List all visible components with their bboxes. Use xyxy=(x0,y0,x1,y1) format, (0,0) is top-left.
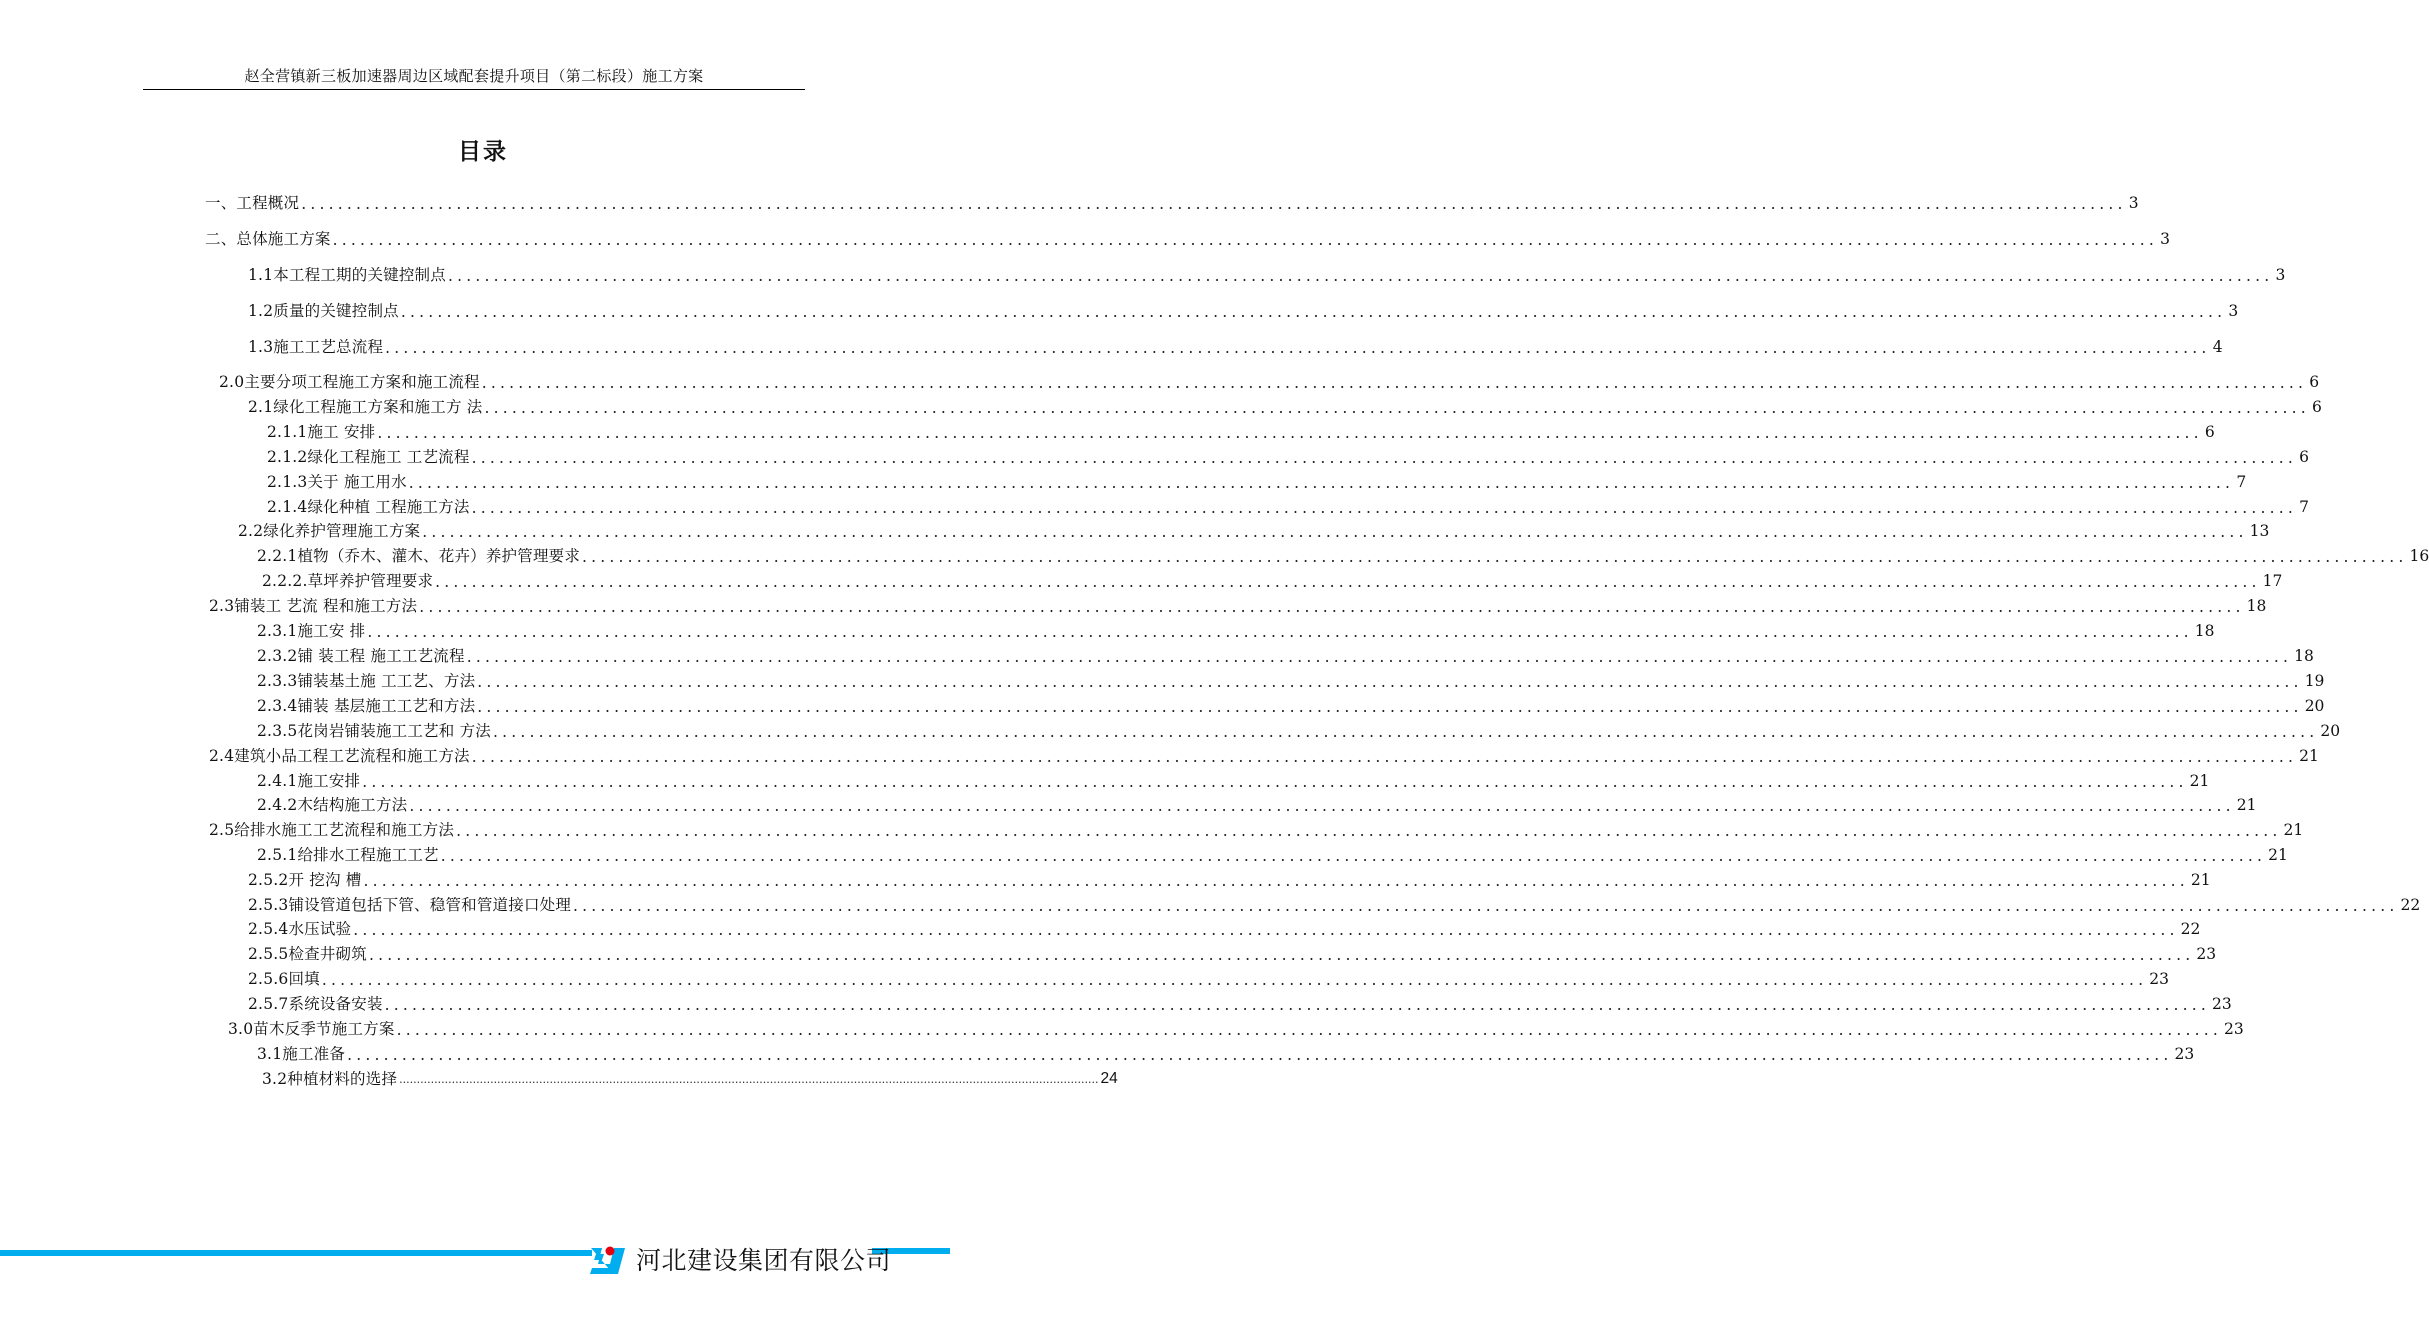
toc-item-page: 23 xyxy=(2223,1020,2244,1038)
toc-leader: ........................................................................................................................................................................................................ xyxy=(456,822,2282,840)
toc-item-text: 2.5.2开 挖沟 槽 xyxy=(248,871,362,889)
toc-item-page: 23 xyxy=(2196,945,2217,963)
toc-item-text: 2.5给排水施工工艺流程和施工方法 xyxy=(209,821,455,839)
toc-item-page: 21 xyxy=(2299,747,2319,765)
toc-item-text: 2.1.3关于 施工用水 xyxy=(267,473,407,491)
toc-item-text: 2.3铺装工 艺流 程和施工方法 xyxy=(209,597,418,615)
toc-item[interactable] xyxy=(238,520,2270,542)
toc-item[interactable] xyxy=(228,1018,2244,1040)
toc-item-page: 7 xyxy=(2299,498,2309,516)
toc-leader: ........................................................................................................................................................................................................ xyxy=(396,1021,2222,1039)
toc-leader: ........................................................................................................................................................................................................ xyxy=(353,921,2179,939)
toc-item[interactable] xyxy=(257,770,2210,792)
toc-leader: ........................................................................................................................................................................................................ xyxy=(400,303,2227,321)
toc-leader: ........................................................................................................................................................................................................ xyxy=(362,773,2188,791)
toc-item[interactable] xyxy=(248,396,2322,418)
toc-item-page: 21 xyxy=(2189,772,2210,790)
toc-item-text: 二、总体施工方案 xyxy=(205,230,331,248)
toc-item[interactable] xyxy=(257,695,2325,717)
toc-item[interactable] xyxy=(248,264,2286,286)
toc-item-page: 3 xyxy=(2160,230,2171,248)
toc-leader: ........................................................................................................................................................................................................ xyxy=(377,424,2203,442)
toc-leader: ........................................................................................................................................................................................................ xyxy=(477,698,2303,716)
toc-item-page: 24 xyxy=(1100,1070,1118,1087)
toc-title: 目录 xyxy=(458,139,508,165)
toc-item[interactable] xyxy=(205,192,2139,214)
toc-item[interactable] xyxy=(257,620,2215,642)
toc-leader: ........................................................................................................................................................................................................ xyxy=(368,946,2195,964)
toc-item-text: 2.3.5花岗岩铺装施工工艺和 方法 xyxy=(257,722,491,740)
toc-leader: ........................................................................................................................................................................................................ xyxy=(481,374,2308,392)
company-name: 河北建设集团有限公司 xyxy=(636,1246,892,1275)
toc-item[interactable] xyxy=(257,670,2325,692)
toc-item-text: 2.2.2.草坪养护管理要求 xyxy=(262,572,434,590)
toc-leader: ........................................................................................................................................................................................................ xyxy=(347,1046,2173,1064)
toc-item[interactable] xyxy=(257,645,2314,667)
toc-leader: ........................................................................................................................................................................................................ xyxy=(471,449,2297,467)
toc-leader: ........................................................................................................................................................................................................ xyxy=(484,399,2310,417)
toc-item-text: 2.5.3铺设管道包括下管、稳管和管道接口处理 xyxy=(248,896,572,914)
toc-item-page: 21 xyxy=(2190,871,2211,889)
toc-item-page: 6 xyxy=(2299,448,2309,466)
toc-leader: ........................................................................................................................................................................................................ xyxy=(582,548,2408,566)
toc-item[interactable] xyxy=(262,1068,1118,1090)
toc-item-page: 21 xyxy=(2268,846,2288,864)
toc-leader: ........................................................................................................................................................................................................ xyxy=(440,847,2267,865)
toc-leader: ........................................................................................................................................................................................................ xyxy=(301,195,2127,213)
toc-item[interactable] xyxy=(267,446,2309,468)
toc-leader: ........................................................................................................................................................................................................ xyxy=(573,897,2399,915)
toc-item-text: 1.1本工程工期的关键控制点 xyxy=(248,266,446,284)
toc-item-page: 18 xyxy=(2194,622,2215,640)
toc-item-text: 1.2质量的关键控制点 xyxy=(248,302,399,320)
toc-item-page: 23 xyxy=(2149,970,2169,988)
running-header: 赵全营镇新三板加速器周边区域配套提升项目（第二标段）施工方案 xyxy=(244,67,704,85)
toc-item-page: 4 xyxy=(2212,338,2223,356)
toc-item[interactable] xyxy=(219,371,2320,393)
toc-item-page: 19 xyxy=(2304,672,2325,690)
toc-item[interactable] xyxy=(257,720,2341,742)
toc-item-page: 23 xyxy=(2174,1045,2195,1063)
toc-item-page: 13 xyxy=(2249,522,2270,540)
toc-item-text: 2.1绿化工程施工方案和施工方 法 xyxy=(248,398,483,416)
toc-item-page: 6 xyxy=(2309,373,2320,391)
toc-item-text: 2.1.2绿化工程施工 工艺流程 xyxy=(267,448,470,466)
toc-item[interactable] xyxy=(267,471,2247,493)
toc-item-text: 一、工程概况 xyxy=(205,194,300,212)
toc-item-page: 22 xyxy=(2180,920,2201,938)
toc-item-text: 2.5.6回填 xyxy=(248,970,320,988)
toc-item-text: 3.2种植材料的选择 xyxy=(262,1070,398,1088)
toc-leader: ........................................................................................................................................................................................................ xyxy=(409,797,2235,815)
toc-item-text: 2.4建筑小品工程工艺流程和施工方法 xyxy=(209,747,470,765)
toc-leader: ........................................................................................................................................................................................................ xyxy=(419,598,2245,616)
toc-leader: ........................................................................................................................................................................................................ xyxy=(471,499,2297,517)
toc-item-text: 3.1施工准备 xyxy=(257,1045,346,1063)
toc-item-text: 1.3施工工艺总流程 xyxy=(248,338,384,356)
toc-item-text: 2.2绿化养护管理施工方案 xyxy=(238,522,421,540)
toc-item-text: 2.0主要分项工程施工方案和施工流程 xyxy=(219,373,480,391)
toc-item[interactable] xyxy=(248,894,2421,916)
toc-item-page: 7 xyxy=(2236,473,2247,491)
toc-item-text: 2.5.7系统设备安装 xyxy=(248,995,383,1013)
footer-band-left xyxy=(0,1250,592,1256)
toc-item-page: 21 xyxy=(2236,796,2257,814)
toc-leader: ........................................................................................................................................................................................................ xyxy=(367,623,2193,641)
toc-item-page: 20 xyxy=(2304,697,2325,715)
hebei-construction-logo-icon xyxy=(588,1242,628,1276)
toc-item-text: 2.5.5检查井砌筑 xyxy=(248,945,367,963)
toc-leader: ........................................................................................................................................................................................................ xyxy=(492,723,2319,741)
toc-item-page: 3 xyxy=(2128,194,2139,212)
toc-item[interactable] xyxy=(248,336,2223,358)
toc-item-text: 2.2.1植物（乔木、灌木、花卉）养护管理要求 xyxy=(257,547,581,565)
toc-item[interactable] xyxy=(248,993,2232,1015)
toc-leader: ........................................................................................................................................................................................................ xyxy=(363,872,2189,890)
toc-item-page: 6 xyxy=(2204,423,2215,441)
toc-item[interactable] xyxy=(267,496,2309,518)
toc-leader: ........................................................................................................................................................................................................ xyxy=(466,648,2293,666)
company-logo xyxy=(588,1241,891,1277)
toc-item[interactable] xyxy=(248,300,2239,322)
toc-item[interactable] xyxy=(248,918,2201,940)
toc-item[interactable] xyxy=(257,844,2288,866)
toc-leader: ........................................................................................................................................................................................................ xyxy=(321,971,2148,989)
toc-item-text: 2.3.4铺装 基层施工工艺和方法 xyxy=(257,697,476,715)
toc-item[interactable] xyxy=(267,421,2215,443)
toc-item-text: 2.3.2铺 装工程 施工工艺流程 xyxy=(257,647,465,665)
toc-item[interactable] xyxy=(209,745,2319,767)
toc-item[interactable] xyxy=(257,1043,2195,1065)
toc-item-text: 2.1.1施工 安排 xyxy=(267,423,376,441)
toc-item-text: 2.1.4绿化种植 工程施工方法 xyxy=(267,498,470,516)
toc-item[interactable] xyxy=(257,545,2429,567)
toc-item[interactable] xyxy=(209,819,2304,841)
toc-item-text: 2.3.1施工安 排 xyxy=(257,622,366,640)
toc-item-text: 2.5.4水压试验 xyxy=(248,920,352,938)
toc-leader: ........................................................................................................................................................................................................ xyxy=(471,748,2298,766)
toc-item-text: 2.3.3铺装基土施 工工艺、方法 xyxy=(257,672,476,690)
toc-item-page: 3 xyxy=(2228,302,2239,320)
toc-item-page: 21 xyxy=(2283,821,2304,839)
toc-item-text: 2.4.2木结构施工方法 xyxy=(257,796,408,814)
toc-item-text: 3.0苗木反季节施工方案 xyxy=(228,1020,395,1038)
toc-item-page: 20 xyxy=(2320,722,2341,740)
toc-leader: ........................................................................................................................................................................................................ xyxy=(385,339,2211,357)
toc-item[interactable] xyxy=(248,943,2217,965)
toc-item[interactable] xyxy=(257,794,2257,816)
toc-leader: ........................................................................................................................................................................................................ xyxy=(399,1073,1099,1086)
toc-item-page: 22 xyxy=(2400,896,2421,914)
toc-leader: ........................................................................................................................................................................................................ xyxy=(408,474,2235,492)
toc-item-page: 3 xyxy=(2275,266,2286,284)
toc-item-text: 2.5.1给排水工程施工工艺 xyxy=(257,846,439,864)
toc-leader: ........................................................................................................................................................................................................ xyxy=(422,523,2248,541)
toc-item[interactable] xyxy=(262,570,2283,592)
toc-leader: ........................................................................................................................................................................................................ xyxy=(384,996,2211,1014)
toc-item[interactable] xyxy=(205,228,2171,250)
toc-leader: ........................................................................................................................................................................................................ xyxy=(447,267,2274,285)
toc-item[interactable] xyxy=(248,869,2211,891)
toc-item-text: 2.4.1施工安排 xyxy=(257,772,361,790)
toc-leader: ........................................................................................................................................................................................................ xyxy=(477,673,2303,691)
toc-item-page: 18 xyxy=(2246,597,2267,615)
toc-leader: ........................................................................................................................................................................................................ xyxy=(435,573,2261,591)
toc-item[interactable] xyxy=(209,595,2267,617)
toc-item-page: 17 xyxy=(2262,572,2283,590)
toc-item-page: 16 xyxy=(2409,547,2429,565)
toc-item-page: 23 xyxy=(2212,995,2232,1013)
toc-item[interactable] xyxy=(248,968,2169,990)
toc-item-page: 18 xyxy=(2294,647,2314,665)
toc-leader: ........................................................................................................................................................................................................ xyxy=(332,231,2159,249)
toc-item-page: 6 xyxy=(2312,398,2322,416)
